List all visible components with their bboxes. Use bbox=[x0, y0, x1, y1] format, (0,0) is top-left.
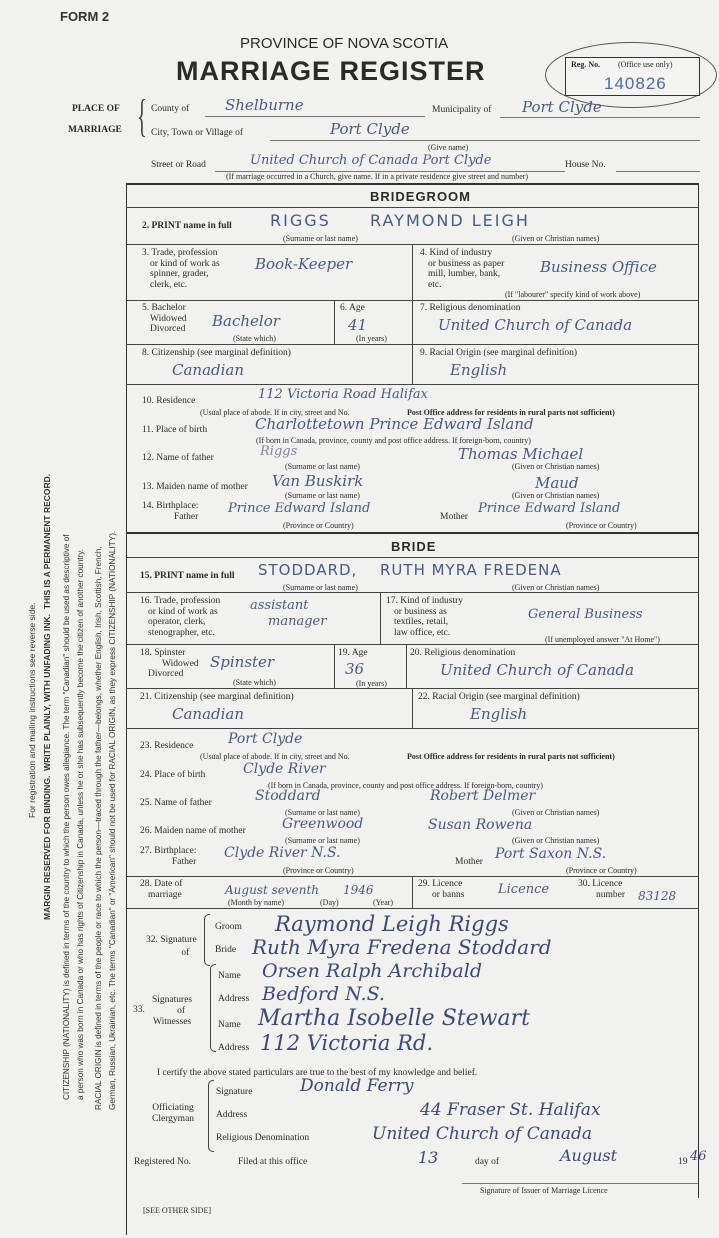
municipality-line bbox=[500, 117, 700, 118]
bride-birthplace-label-1: 27. Birthplace: bbox=[140, 846, 197, 856]
groom-industry-label-4: etc. bbox=[428, 279, 442, 290]
groom-religion-label: 7. Religious denomination bbox=[420, 303, 521, 313]
box-top bbox=[126, 183, 699, 185]
place-brace: { bbox=[137, 90, 147, 141]
bride-print-label: 15. PRINT name in full bbox=[140, 571, 235, 581]
place-label-2: MARRIAGE bbox=[68, 125, 122, 135]
bride-residence-note-2: Post Office address for residents in rural parts not sufficient) bbox=[407, 752, 615, 761]
w2-name-label: Name bbox=[218, 1020, 241, 1030]
groom-status-label-2: Widowed bbox=[150, 313, 187, 324]
rule-bride-top bbox=[126, 532, 699, 534]
bride-father-birth-note: (Province or Country) bbox=[283, 866, 354, 875]
street-note: (If marriage occurred in a Church, give name. If in a private residence give street and number) bbox=[226, 172, 529, 181]
reg-label: Reg. No. bbox=[571, 60, 601, 69]
bride-trade-label-3: operator, clerk, bbox=[148, 617, 206, 627]
groom-industry-label-1: 4. Kind of industry bbox=[420, 248, 493, 258]
groom-mother-given-note: (Given or Christian names) bbox=[512, 491, 600, 500]
street-value[interactable]: United Church of Canada Port Clyde bbox=[250, 153, 492, 168]
groom-birth-note: (If born in Canada, province, county and post office address. If foreign-born, country) bbox=[256, 436, 531, 445]
groom-father-surname-note: (Surname or last name) bbox=[285, 462, 360, 471]
witness-label-3: Witnesses bbox=[152, 1017, 192, 1027]
licence-number-label bbox=[578, 879, 625, 900]
groom-citizenship-label: 8. Citizenship (see marginal definition) bbox=[142, 348, 291, 358]
groom-status[interactable]: Bachelor bbox=[212, 312, 280, 330]
issuer-note: Signature of Issuer of Marriage Licence bbox=[480, 1186, 608, 1195]
bride-status-label-1: 18. Spinster bbox=[140, 648, 186, 658]
date-label-1: 28. Date of bbox=[140, 879, 183, 889]
groom-given[interactable]: RAYMOND LEIGH bbox=[370, 211, 530, 230]
clergy-address-label: Address bbox=[216, 1110, 248, 1120]
bride-residence-label: 23. Residence bbox=[140, 741, 194, 751]
filed-day[interactable]: 13 bbox=[418, 1148, 439, 1167]
bride-heading: BRIDE bbox=[391, 539, 437, 554]
groom-industry-note: (If "labourer" specify kind of work above) bbox=[505, 290, 641, 299]
rule-5 bbox=[126, 384, 698, 385]
groom-birthplace-label-2: Father bbox=[174, 511, 199, 522]
bride-mother-given-note: (Given or Christian names) bbox=[512, 836, 600, 845]
bride-mother-label: 26. Maiden name of mother bbox=[140, 826, 246, 836]
date-label bbox=[140, 879, 182, 900]
groom-father-given-note: (Given or Christian names) bbox=[512, 462, 600, 471]
give-name-note: (Give name) bbox=[428, 143, 469, 152]
city-value[interactable]: Port Clyde bbox=[330, 120, 410, 138]
bride-industry-label bbox=[386, 596, 463, 638]
bride-father-surname[interactable]: Stoddard bbox=[255, 788, 321, 804]
bride-father-given-note: (Given or Christian names) bbox=[512, 808, 600, 817]
w1-name[interactable]: Orsen Ralph Archibald bbox=[262, 960, 483, 982]
city-label: City, Town or Village of bbox=[151, 128, 243, 138]
registered-label: Registered No. bbox=[134, 1157, 191, 1167]
bride-religion-label: 20. Religious denomination bbox=[410, 648, 516, 658]
side-racial-2: German, Russian, Ukrainian, etc. The terms "Canadian" or "American" should not be used for RACIAL ORIGIN, as they express CITIZENSHIP (NATIONALITY). bbox=[108, 530, 117, 1110]
county-line bbox=[205, 116, 425, 117]
groom-father-given[interactable]: Thomas Michael bbox=[458, 445, 584, 463]
bride-industry-note: (If unemployed answer "At Home") bbox=[545, 635, 660, 644]
groom-trade-label-4: clerk, etc. bbox=[150, 279, 188, 290]
city-line bbox=[270, 140, 700, 141]
side-citizenship-2: a person who was born in Canada or who has rights of Citizenship in Canada, unless he or she has subsequently become the citizen of another country. bbox=[76, 548, 85, 1100]
bride-age-note: (In years) bbox=[356, 679, 387, 688]
day-of-label: day of bbox=[475, 1157, 500, 1167]
bride-residence[interactable]: Port Clyde bbox=[228, 731, 303, 747]
filed-year[interactable]: 46 bbox=[690, 1149, 707, 1164]
clergy-signature[interactable]: Donald Ferry bbox=[300, 1076, 414, 1096]
groom-mother-given[interactable]: Maud bbox=[535, 474, 579, 492]
year-note: (Year) bbox=[373, 898, 394, 907]
bride-status-label-3: Divorced bbox=[148, 669, 184, 679]
groom-trade-label-1: 3. Trade, profession bbox=[142, 248, 218, 258]
bride-father-surname-note: (Surname or last name) bbox=[285, 808, 360, 817]
province-title: PROVINCE OF NOVA SCOTIA bbox=[240, 35, 449, 52]
groom-origin-label: 9. Racial Origin (see marginal definition) bbox=[420, 348, 578, 358]
rule-b5 bbox=[126, 728, 698, 729]
groom-status-label-1: 5. Bachelor bbox=[142, 303, 186, 313]
officiating-label-2: Clergyman bbox=[152, 1114, 195, 1124]
groom-trade-label-2: or kind of work as bbox=[150, 258, 220, 269]
bride-father-given[interactable]: Robert Delmer bbox=[430, 788, 536, 804]
year-prefix: 19 bbox=[678, 1157, 688, 1167]
groom-trade[interactable]: Book-Keeper bbox=[255, 255, 353, 273]
marriage-month-day[interactable]: August seventh bbox=[225, 883, 320, 897]
groom-residence-note-1: (Usual place of abode. If in city, street and No. bbox=[200, 408, 350, 417]
street-label: Street or Road bbox=[151, 160, 206, 170]
municipality-value[interactable]: Port Clyde bbox=[522, 98, 602, 116]
witness-label bbox=[152, 995, 192, 1028]
witness-label-2: of bbox=[177, 1006, 186, 1016]
place-label-1: PLACE OF bbox=[72, 104, 120, 114]
groom-age-note: (In years) bbox=[356, 334, 387, 343]
certify-text: I certify the above stated particulars are true to the best of my knowledge and belief. bbox=[157, 1068, 478, 1078]
witness-bracket bbox=[210, 964, 216, 1052]
bride-given[interactable]: RUTH MYRA FREDENA bbox=[380, 561, 562, 579]
side-racial-1: RACIAL ORIGIN is defined in terms of the people or race to which the person—traced through the father—belongs, whether English, Irish, Scottish, French, bbox=[94, 546, 103, 1110]
licence-number[interactable]: 83128 bbox=[638, 889, 677, 903]
officiating-label-1: Officiating bbox=[152, 1103, 194, 1113]
house-label: House No. bbox=[565, 160, 606, 170]
bride-surname[interactable]: STODDARD, bbox=[258, 561, 358, 579]
col-divider-20 bbox=[406, 644, 407, 688]
groom-origin[interactable]: English bbox=[450, 361, 508, 379]
page-title: MARRIAGE REGISTER bbox=[176, 56, 486, 86]
groom-given-note: (Given or Christian names) bbox=[512, 234, 600, 243]
bride-surname-note: (Surname or last name) bbox=[283, 583, 358, 592]
bride-industry-label-4: law office, etc. bbox=[394, 627, 451, 638]
groom-mother-birth-label: Mother bbox=[440, 512, 468, 522]
rule-groom-top bbox=[126, 207, 698, 208]
groom-residence[interactable]: 112 Victoria Road Halifax bbox=[258, 387, 428, 402]
groom-residence-label: 10. Residence bbox=[142, 396, 196, 406]
sig-label-1: 32. Signature bbox=[146, 935, 197, 945]
side-binding-c: THIS IS A PERMANENT RECORD. bbox=[42, 473, 52, 610]
groom-father-birth[interactable]: Prince Edward Island bbox=[228, 501, 371, 516]
groom-industry[interactable]: Business Office bbox=[540, 258, 657, 276]
sig-label bbox=[146, 934, 197, 960]
groom-birth-place[interactable]: Charlottetown Prince Edward Island bbox=[255, 415, 534, 433]
filed-month[interactable]: August bbox=[560, 1146, 618, 1165]
bride-birth-place[interactable]: Clyde River bbox=[243, 761, 326, 777]
side-binding bbox=[42, 474, 52, 920]
bride-residence-note-1: (Usual place of abode. If in city, street and No. bbox=[200, 752, 350, 761]
bride-industry-label-3: textiles, retail, bbox=[394, 617, 449, 627]
month-note: (Month by name) bbox=[228, 898, 284, 907]
bride-citizenship-label: 21. Citizenship (see marginal definition) bbox=[140, 692, 294, 702]
bride-origin-label: 22. Racial Origin (see marginal definition) bbox=[418, 692, 580, 702]
licence-number-label-2: number bbox=[596, 889, 626, 900]
bride-father-birth[interactable]: Clyde River N.S. bbox=[224, 845, 341, 861]
bride-trade-1[interactable]: assistant bbox=[250, 598, 309, 613]
reg-number: 140826 bbox=[604, 74, 667, 93]
groom-father-surname[interactable]: Riggs bbox=[260, 444, 298, 459]
groom-religion[interactable]: United Church of Canada bbox=[438, 316, 633, 334]
officiating-label bbox=[152, 1103, 194, 1125]
county-value[interactable]: Shelburne bbox=[225, 96, 304, 114]
bride-trade-label-4: stenographer, etc. bbox=[148, 627, 215, 638]
bride-religion[interactable]: United Church of Canada bbox=[440, 661, 635, 679]
groom-industry-label bbox=[420, 248, 504, 290]
bride-origin[interactable]: English bbox=[470, 705, 528, 723]
groom-surname[interactable]: RIGGS bbox=[270, 211, 331, 230]
bride-trade-label-2: or kind of work as bbox=[148, 606, 218, 617]
bride-birth-label: 24. Place of birth bbox=[140, 770, 206, 780]
bride-father-label: 25. Name of father bbox=[140, 798, 212, 808]
side-binding-b: WRITE PLAINLY, WITH UNFADING INK. bbox=[42, 613, 52, 771]
groom-mother-birth-note: (Province or Country) bbox=[566, 521, 637, 530]
reg-box bbox=[565, 57, 700, 96]
bride-age[interactable]: 36 bbox=[345, 660, 365, 678]
w2-name[interactable]: Martha Isobelle Stewart bbox=[258, 1006, 530, 1031]
bride-signature[interactable]: Ruth Myra Fredena Stoddard bbox=[252, 935, 552, 959]
bride-trade-label-1: 16. Trade, profession bbox=[140, 596, 221, 606]
groom-print-label: 2. PRINT name in full bbox=[142, 221, 232, 231]
filed-label: Filed at this office bbox=[238, 1157, 308, 1167]
reg-note: (Office use only) bbox=[618, 60, 673, 69]
col-divider-6 bbox=[334, 300, 335, 344]
day-note: (Day) bbox=[320, 898, 339, 907]
municipality-label: Municipality of bbox=[432, 105, 492, 115]
clergy-sig-label: Signature bbox=[216, 1087, 253, 1097]
rule-bride-head bbox=[126, 557, 698, 558]
w2-address-label: Address bbox=[218, 1043, 250, 1053]
groom-status-label bbox=[142, 303, 187, 335]
col-divider-29 bbox=[412, 876, 413, 908]
side-citizenship-1: CITIZENSHIP (NATIONALITY) is defined in terms of the country to which the person owes allegiance. The term "Canadian" should be used as descriptive of bbox=[62, 534, 71, 1100]
bride-industry[interactable]: General Business bbox=[528, 607, 643, 622]
box-right bbox=[698, 183, 699, 1198]
bride-sig-label: Bride bbox=[215, 945, 237, 955]
bride-status[interactable]: Spinster bbox=[210, 653, 275, 671]
county-label: County of bbox=[151, 104, 190, 114]
clergy-bracket bbox=[208, 1080, 214, 1152]
groom-mother-surname[interactable]: Van Buskirk bbox=[272, 472, 364, 490]
w1-address-label: Address bbox=[218, 994, 250, 1004]
groom-trade-label-3: spinner, grader, bbox=[150, 269, 209, 279]
form-number: FORM 2 bbox=[60, 9, 110, 24]
groom-birthplace-label bbox=[142, 501, 198, 522]
witness-label-1: Signatures bbox=[152, 995, 193, 1005]
w2-address[interactable]: 112 Victoria Rd. bbox=[260, 1031, 433, 1055]
rule-b3 bbox=[126, 644, 698, 645]
bride-birthplace-label-2: Father bbox=[172, 856, 197, 867]
groom-age[interactable]: 41 bbox=[348, 316, 368, 334]
clergy-address[interactable]: 44 Fraser St. Halifax bbox=[420, 1100, 601, 1120]
see-other-side: [SEE OTHER SIDE] bbox=[143, 1206, 211, 1215]
marriage-year[interactable]: 1946 bbox=[343, 883, 374, 897]
bridegroom-heading: BRIDEGROOM bbox=[370, 189, 471, 204]
groom-father-birth-note: (Province or Country) bbox=[283, 521, 354, 530]
groom-mother-birth[interactable]: Prince Edward Island bbox=[478, 501, 621, 516]
groom-residence-note-2: Post Office address for residents in rural parts not sufficient) bbox=[407, 408, 615, 417]
side-binding-a: MARGIN RESERVED FOR BINDING. bbox=[42, 775, 52, 920]
rule-b2 bbox=[126, 592, 698, 593]
bride-given-note: (Given or Christian names) bbox=[512, 583, 600, 592]
col-divider-17 bbox=[380, 592, 381, 644]
col-divider-19 bbox=[334, 644, 335, 688]
bride-mother-birth-label: Mother bbox=[455, 857, 483, 867]
bride-industry-label-2: or business as bbox=[394, 606, 447, 617]
col-divider-7 bbox=[412, 300, 413, 344]
groom-status-label-3: Divorced bbox=[150, 324, 186, 334]
bride-status-note: (State which) bbox=[233, 678, 276, 687]
bride-mother-birth[interactable]: Port Saxon N.S. bbox=[495, 846, 607, 862]
sig-label-2: of bbox=[181, 948, 190, 958]
groom-father-label: 12. Name of father bbox=[142, 453, 214, 463]
groom-mother-surname-note: (Surname or last name) bbox=[285, 491, 360, 500]
col-divider-3 bbox=[412, 244, 413, 300]
rule-b7 bbox=[126, 908, 698, 909]
col-divider-22 bbox=[412, 688, 413, 728]
bride-industry-label-1: 17. Kind of industry bbox=[386, 596, 464, 606]
side-instructions: For registration and mailing instructions see reverse side. bbox=[27, 602, 37, 818]
house-line bbox=[616, 171, 700, 172]
groom-mother-label: 13. Maiden name of mother bbox=[142, 482, 248, 492]
bride-mother-surname[interactable]: Greenwood bbox=[282, 816, 364, 832]
bride-status-label-2: Widowed bbox=[162, 658, 199, 669]
groom-status-note: (State which) bbox=[233, 334, 276, 343]
witness-num: 33. bbox=[133, 1005, 145, 1015]
bride-birthplace-label bbox=[140, 846, 196, 867]
binding-line bbox=[126, 183, 127, 1235]
licence-number-label-1: 30. Licence bbox=[578, 879, 623, 889]
bride-birth-note: (If born in Canada, province, county and post office address. If foreign-born, country) bbox=[268, 781, 543, 790]
w1-name-label: Name bbox=[218, 971, 241, 981]
groom-citizenship[interactable]: Canadian bbox=[172, 361, 245, 379]
groom-industry-label-2: or business as paper bbox=[428, 258, 505, 269]
licence-label-2: or banns bbox=[432, 889, 465, 900]
bride-age-label: 19. Age bbox=[338, 648, 368, 658]
w1-address[interactable]: Bedford N.S. bbox=[262, 983, 385, 1005]
bride-mother-birth-note: (Province or Country) bbox=[566, 866, 637, 875]
licence-type[interactable]: Licence bbox=[498, 882, 550, 897]
groom-trade-label bbox=[142, 248, 222, 290]
bride-mother-given[interactable]: Susan Rowena bbox=[428, 817, 533, 833]
sig-bracket bbox=[204, 914, 210, 966]
groom-industry-label-3: mill, lumber, bank, bbox=[428, 269, 501, 279]
groom-surname-note: (Surname or last name) bbox=[283, 234, 358, 243]
col-divider-9 bbox=[412, 344, 413, 384]
date-label-2: marriage bbox=[148, 889, 182, 900]
licence-label-1: 29. Licence bbox=[418, 879, 463, 889]
issuer-line bbox=[462, 1183, 698, 1184]
clergy-religion-label: Religious Denomination bbox=[216, 1133, 310, 1143]
groom-birthplace-label-1: 14. Birthplace: bbox=[142, 501, 199, 511]
groom-birth-label: 11. Place of birth bbox=[142, 425, 208, 435]
bride-mother-surname-note: (Surname or last name) bbox=[285, 836, 360, 845]
groom-age-label: 6. Age bbox=[340, 303, 365, 313]
groom-signature[interactable]: Raymond Leigh Riggs bbox=[275, 912, 509, 936]
bride-trade-label bbox=[140, 596, 220, 638]
groom-sig-label: Groom bbox=[215, 922, 242, 932]
bride-trade-2[interactable]: manager bbox=[268, 614, 327, 629]
licence-label bbox=[418, 879, 464, 900]
bride-citizenship[interactable]: Canadian bbox=[172, 705, 245, 723]
clergy-religion[interactable]: United Church of Canada bbox=[372, 1124, 592, 1144]
bride-status-label bbox=[140, 648, 199, 680]
